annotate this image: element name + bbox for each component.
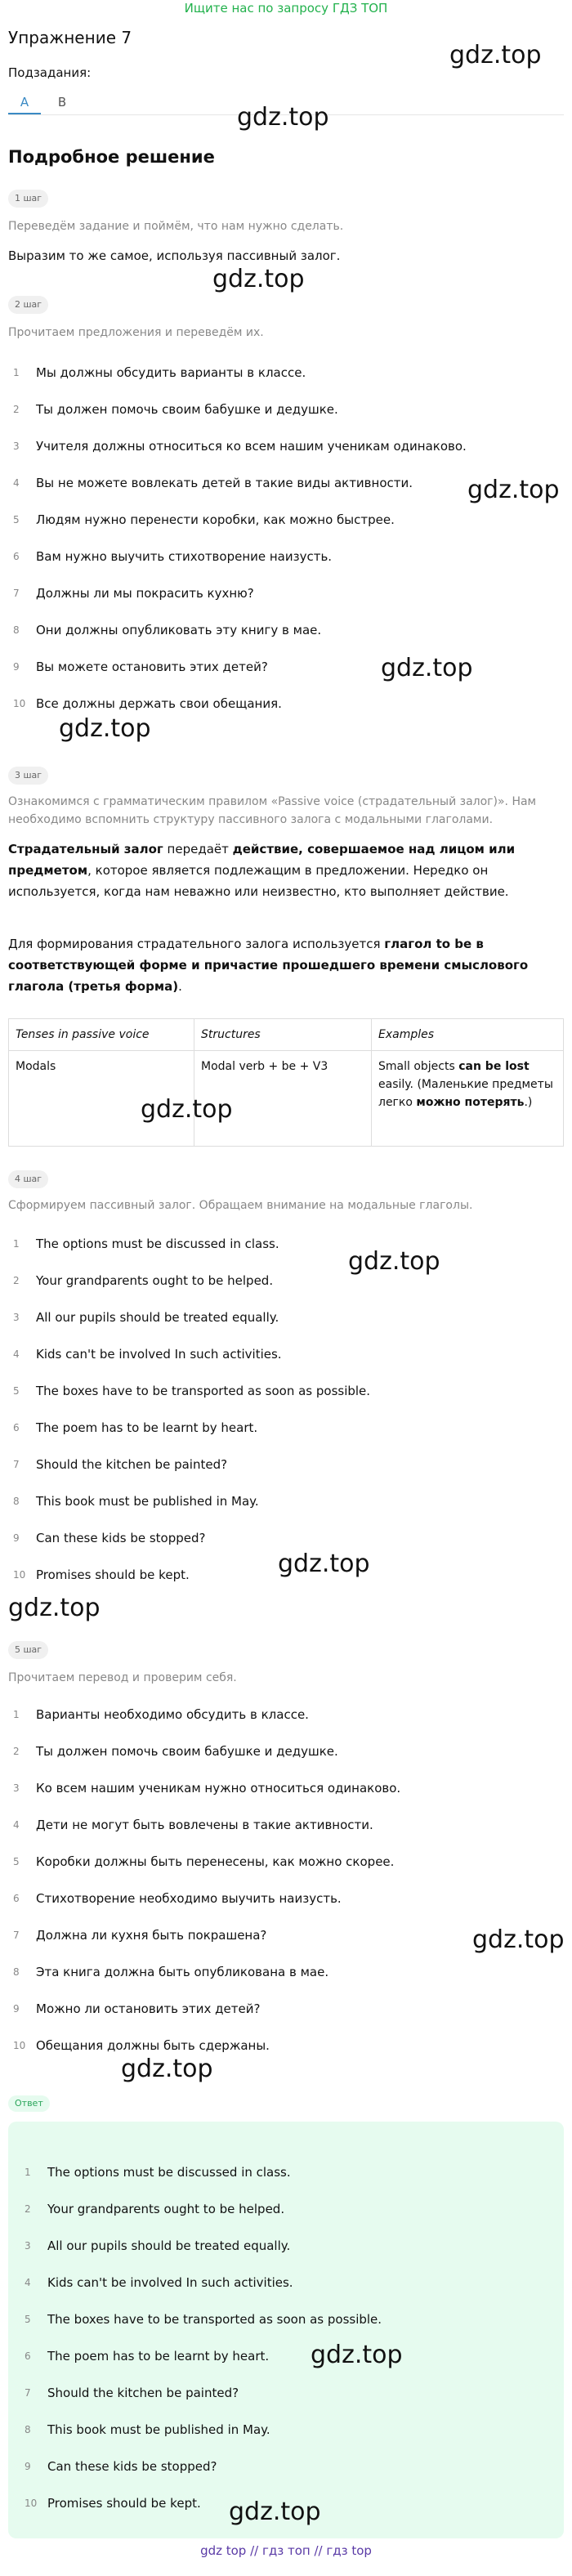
item-text: Ко всем нашим ученикам нужно относиться одинаково.	[36, 1781, 401, 1796]
item-text: Они должны опубликовать эту книгу в мае.	[36, 623, 322, 637]
table-cell	[372, 1051, 564, 1147]
table-row	[9, 1051, 564, 1147]
watermark: gdz.top	[229, 2498, 321, 2526]
bold-term: Страдательный залог	[8, 842, 163, 856]
item-number: 1	[25, 2167, 31, 2178]
item-number: 1	[13, 1238, 20, 1250]
list-item	[20, 2375, 551, 2412]
item-text: Должны ли мы покрасить кухню?	[36, 586, 254, 601]
item-number: 7	[25, 2387, 31, 2399]
item-number: 10	[25, 2498, 38, 2509]
solution-title: Подробное решение	[8, 147, 215, 167]
table-header: Structures	[194, 1019, 372, 1051]
item-text: Kids can't be involved In such activities.	[47, 2275, 293, 2290]
item-number: 7	[13, 1459, 20, 1470]
search-banner: Ищите нас по запросу ГДЗ ТОП	[184, 1, 388, 16]
item-number: 2	[13, 1275, 20, 1286]
item-text: Should the kitchen be painted?	[47, 2386, 239, 2400]
item-number: 5	[13, 1385, 20, 1397]
item-number: 9	[13, 1532, 20, 1544]
item-number: 2	[13, 1746, 20, 1757]
item-text: All our pupils should be treated equally.	[36, 1310, 279, 1325]
list-item	[8, 1733, 564, 1770]
item-text: The options must be discussed in class.	[36, 1237, 279, 1251]
list-item	[8, 1410, 564, 1447]
item-number: 5	[13, 514, 20, 525]
sentence-list	[8, 1697, 564, 2064]
step-note: Сформируем пассивный залог. Обращаем внимание на модальные глаголы.	[8, 1199, 473, 1212]
item-number: 5	[13, 1856, 20, 1867]
item-number: 8	[13, 624, 20, 636]
rule-paragraph	[8, 933, 564, 997]
item-number: 8	[13, 1966, 20, 1978]
item-number: 4	[13, 1819, 20, 1831]
list-item	[8, 612, 564, 649]
item-number: 6	[13, 1893, 20, 1904]
item-text: Should the kitchen be painted?	[36, 1457, 228, 1472]
item-number: 6	[13, 551, 20, 562]
step-badge: 2 шаг	[8, 296, 48, 314]
watermark: gdz.top	[311, 2341, 403, 2369]
list-item	[20, 2265, 551, 2301]
list-item	[8, 539, 564, 575]
watermark: gdz.top	[237, 103, 329, 132]
text-part: передаёт	[163, 842, 233, 856]
step-note: Ознакомимся с грамматическим правилом «Passive voice (страдательный залог)». Нам необходимо вспомнить структуру пассивного залога с модальными глаголами.	[8, 795, 537, 826]
list-item	[8, 502, 564, 539]
item-number: 3	[13, 441, 20, 452]
list-item	[8, 1373, 564, 1410]
list-item	[20, 2191, 551, 2228]
item-text: The boxes have to be transported as soon as possible.	[47, 2312, 382, 2327]
list-item	[8, 1336, 564, 1373]
item-text: Promises should be kept.	[47, 2496, 201, 2511]
item-text: Can these kids be stopped?	[47, 2459, 217, 2474]
watermark: gdz.top	[278, 1550, 370, 1578]
step-badge: 4 шаг	[8, 1170, 48, 1188]
list-item	[8, 428, 564, 465]
item-number: 2	[25, 2203, 31, 2215]
item-text: This book must be published in May.	[47, 2422, 270, 2437]
footer-links: gdz top // гдз топ // гдз top	[200, 2543, 372, 2558]
item-number: 4	[13, 1348, 20, 1360]
item-text: Эта книга должна быть опубликована в мае.	[36, 1965, 329, 1979]
item-number: 9	[13, 661, 20, 673]
item-text: Стихотворение необходимо выучить наизусть.	[36, 1891, 342, 1906]
item-number: 7	[13, 1930, 20, 1941]
list-item	[20, 2154, 551, 2191]
item-number: 9	[25, 2461, 31, 2472]
watermark: gdz.top	[467, 476, 560, 504]
item-text: Можно ли остановить этих детей?	[36, 2001, 261, 2016]
list-item	[8, 1881, 564, 1917]
item-text: Мы должны обсудить варианты в классе.	[36, 365, 306, 380]
item-text: Варианты необходимо обсудить в классе.	[36, 1707, 309, 1722]
item-number: 10	[13, 2040, 26, 2051]
item-text: This book must be published in May.	[36, 1494, 259, 1509]
item-text: The poem has to be learnt by heart.	[47, 2349, 270, 2364]
item-number: 2	[13, 404, 20, 415]
item-text: The poem has to be learnt by heart.	[36, 1420, 258, 1435]
list-item	[8, 1991, 564, 2028]
list-item	[8, 1263, 564, 1299]
item-text: Коробки должны быть перенесены, как можно скорее.	[36, 1854, 395, 1869]
watermark: gdz.top	[59, 714, 151, 743]
step-badge: 3 шаг	[8, 767, 48, 785]
sentence-list	[8, 355, 564, 722]
answer-badge: Ответ	[8, 2095, 50, 2112]
item-text: Kids can't be involved In such activities.	[36, 1347, 282, 1362]
item-text: Людям нужно перенести коробки, как можно быстрее.	[36, 512, 395, 527]
item-number: 3	[25, 2240, 31, 2252]
bold-term: глагол to be в соответствующей форме и причастие прошедшего времени смыслового глагола (третья форма)	[8, 937, 529, 994]
table-header: Examples	[372, 1019, 564, 1051]
step-badge: 1 шаг	[8, 190, 48, 208]
list-item	[20, 2301, 551, 2338]
item-text: Ты должен помочь своим бабушке и дедушке.	[36, 1744, 338, 1759]
text-part: easily. (Маленькие предметы легко	[378, 1078, 553, 1109]
list-item	[8, 1447, 564, 1483]
step-badge: 5 шаг	[8, 1641, 48, 1659]
item-text: Учителя должны относиться ко всем нашим ученикам одинаково.	[36, 439, 467, 454]
sentence-list	[8, 1226, 564, 1594]
list-item	[8, 2028, 564, 2064]
text-part: Small objects	[378, 1060, 459, 1073]
watermark: gdz.top	[381, 654, 473, 682]
item-text: Дети не могут быть вовлечены в такие активности.	[36, 1818, 373, 1832]
rule-paragraph	[8, 839, 564, 902]
text-part: .	[178, 979, 182, 994]
tab-b[interactable]: B	[57, 95, 67, 110]
list-item	[20, 2228, 551, 2265]
list-item	[8, 1226, 564, 1263]
list-item	[8, 355, 564, 391]
list-item	[8, 1299, 564, 1336]
item-text: Can these kids be stopped?	[36, 1531, 206, 1545]
item-text: Ты должен помочь своим бабушке и дедушке.	[36, 402, 338, 417]
item-number: 8	[25, 2424, 31, 2435]
list-item	[20, 2449, 551, 2485]
grammar-table	[8, 1018, 564, 1147]
list-item	[8, 391, 564, 428]
item-number: 5	[25, 2314, 31, 2325]
step-note: Переведём задание и поймём, что нам нужно сделать.	[8, 220, 344, 233]
table-cell: Modal verb + be + V3	[194, 1051, 372, 1147]
list-item	[8, 1954, 564, 1991]
item-number: 6	[25, 2350, 31, 2362]
list-item	[8, 1483, 564, 1520]
item-text: The options must be discussed in class.	[47, 2165, 291, 2180]
exercise-title: Упражнение 7	[8, 28, 132, 47]
list-item	[8, 1697, 564, 1733]
item-text: Вам нужно выучить стихотворение наизусть.	[36, 549, 333, 564]
item-text: Вы можете остановить этих детей?	[36, 660, 268, 674]
list-item	[8, 649, 564, 686]
text-part: .)	[524, 1096, 533, 1109]
text-part: , которое является подлежащим в предложении. Нередко он используется, когда нам неважно или неизвестно, кто выполняет действие.	[8, 863, 509, 899]
item-number: 1	[13, 1709, 20, 1720]
answer-list	[20, 2154, 551, 2522]
watermark: gdz.top	[212, 265, 305, 293]
item-number: 4	[25, 2277, 31, 2288]
item-text: Все должны держать свои обещания.	[36, 696, 282, 711]
subtasks-label: Подзадания:	[8, 65, 92, 80]
item-number: 3	[13, 1312, 20, 1323]
item-text: Your grandparents ought to be helped.	[47, 2202, 285, 2216]
table-header-row	[9, 1019, 564, 1051]
item-text: Promises should be kept.	[36, 1568, 190, 1582]
bold-term: can be lost	[458, 1060, 530, 1073]
item-number: 6	[13, 1422, 20, 1433]
list-item	[8, 1770, 564, 1807]
step-note: Прочитаем предложения и переведём их.	[8, 326, 264, 339]
text-part: Для формирования страдательного залога используется	[8, 937, 385, 951]
item-number: 10	[13, 698, 26, 709]
watermark: gdz.top	[449, 41, 542, 69]
watermark: gdz.top	[348, 1247, 440, 1276]
item-number: 10	[13, 1569, 26, 1581]
item-number: 4	[13, 477, 20, 489]
table-cell: Modals	[9, 1051, 194, 1147]
item-text: All our pupils should be treated equally.	[47, 2238, 291, 2253]
item-text: Должна ли кухня быть покрашена?	[36, 1928, 267, 1943]
list-item	[8, 575, 564, 612]
watermark: gdz.top	[8, 1594, 101, 1622]
watermark: gdz.top	[141, 1095, 233, 1124]
item-text: Your grandparents ought to be helped.	[36, 1273, 274, 1288]
watermark: gdz.top	[472, 1925, 565, 1954]
list-item	[8, 1807, 564, 1844]
list-item	[20, 2412, 551, 2449]
step-note: Прочитаем перевод и проверим себя.	[8, 1671, 237, 1684]
item-number: 8	[13, 1496, 20, 1507]
bold-term: можно потерять	[416, 1096, 525, 1109]
item-number: 3	[13, 1782, 20, 1794]
item-text: The boxes have to be transported as soon as possible.	[36, 1384, 371, 1398]
item-number: 1	[13, 367, 20, 378]
step-text: Выразим то же самое, используя пассивный залог.	[8, 248, 341, 263]
item-text: Обещания должны быть сдержаны.	[36, 2038, 270, 2053]
list-item	[20, 2338, 551, 2375]
item-number: 9	[13, 2003, 20, 2015]
item-text: Вы не можете вовлекать детей в такие виды активности.	[36, 476, 413, 490]
list-item	[8, 1844, 564, 1881]
item-number: 7	[13, 588, 20, 599]
watermark: gdz.top	[121, 2055, 213, 2083]
bold-term: действие, совершаемое над лицом или предметом	[8, 842, 516, 878]
tab-a[interactable]: A	[8, 92, 41, 114]
table-header: Tenses in passive voice	[9, 1019, 194, 1051]
